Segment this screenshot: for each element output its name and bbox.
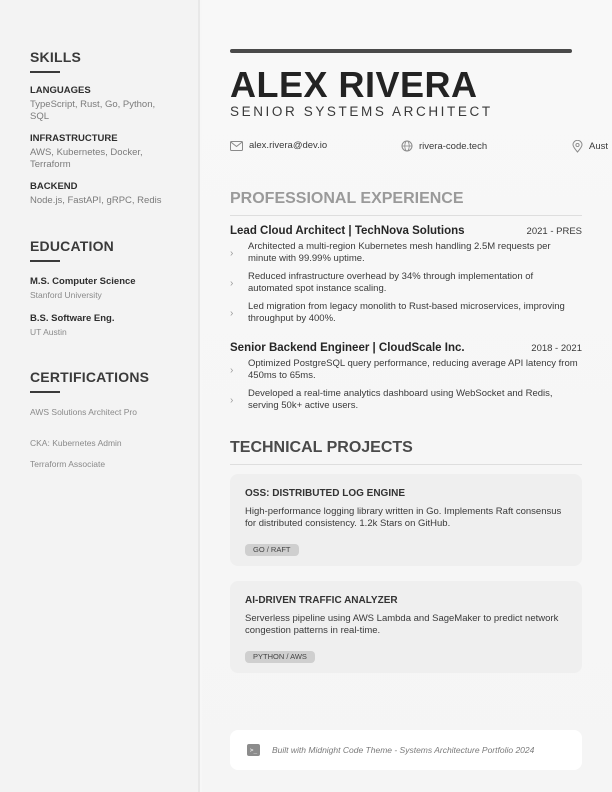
education-title: EDUCATION bbox=[30, 238, 114, 254]
contact-website[interactable] bbox=[401, 140, 487, 152]
location-pin-icon bbox=[572, 140, 583, 153]
candidate-role: SENIOR SYSTEMS ARCHITECT bbox=[230, 104, 493, 119]
email-text: alex.rivera@dev.io bbox=[249, 140, 328, 151]
job-date: 2021 - PRES bbox=[526, 226, 582, 237]
job-title: Senior Backend Engineer | CloudScale Inc. bbox=[230, 342, 465, 354]
skill-values: TypeScript, Rust, Go, Python, SQL bbox=[30, 99, 156, 122]
job-bullet bbox=[230, 358, 582, 382]
education-section bbox=[30, 237, 198, 338]
degree: B.S. Software Eng. bbox=[30, 313, 115, 324]
terminal-icon: >_ bbox=[247, 744, 260, 756]
job-entry bbox=[230, 341, 582, 418]
bullet-text: Reduced infrastructure overhead by 34% through implementation of automated spot instance scaling. bbox=[248, 271, 534, 294]
skill-label: INFRASTRUCTURE bbox=[30, 133, 118, 144]
bullet-text: Architected a multi-region Kubernetes mesh handling 2.5M requests per minute with 99.99% uptime. bbox=[248, 241, 551, 264]
location-text: Aust bbox=[589, 141, 609, 152]
project-tag: GO / RAFT bbox=[245, 544, 299, 556]
degree: M.S. Computer Science bbox=[30, 276, 136, 287]
mail-icon bbox=[230, 141, 243, 151]
education-item bbox=[30, 313, 198, 338]
chevron-right-icon: › bbox=[230, 394, 234, 406]
chevron-right-icon: › bbox=[230, 277, 234, 289]
project-title: OSS: DISTRIBUTED LOG ENGINE bbox=[245, 488, 406, 499]
footer bbox=[230, 730, 582, 770]
contact-location bbox=[572, 140, 608, 153]
school: Stanford University bbox=[30, 290, 102, 300]
skill-label: LANGUAGES bbox=[30, 85, 91, 96]
section-divider bbox=[30, 260, 60, 262]
job-bullet bbox=[230, 388, 582, 412]
job-date: 2018 - 2021 bbox=[531, 343, 582, 354]
skill-label: BACKEND bbox=[30, 181, 78, 192]
chevron-right-icon: › bbox=[230, 364, 234, 376]
section-divider bbox=[30, 391, 60, 393]
contact-email[interactable] bbox=[230, 140, 327, 151]
project-description: High-performance logging library written in Go. Implements Raft consensus for distributed consistency. 1.2k Stars on GitHub. bbox=[245, 506, 562, 529]
skills-title: SKILLS bbox=[30, 49, 81, 65]
footer-text: Built with Midnight Code Theme - Systems Architecture Portfolio 2024 bbox=[272, 745, 535, 755]
certification-item: AWS Solutions Architect Pro bbox=[30, 407, 137, 417]
job-bullet bbox=[230, 301, 582, 325]
certifications-section bbox=[30, 368, 198, 470]
bullet-text: Optimized PostgreSQL query performance, reducing average API latency from 450ms to 65ms. bbox=[248, 358, 578, 381]
skill-group-languages bbox=[30, 85, 198, 123]
website-text: rivera-code.tech bbox=[419, 140, 488, 152]
job-bullet bbox=[230, 241, 582, 265]
skills-section bbox=[30, 48, 198, 207]
globe-icon bbox=[401, 140, 413, 152]
education-item bbox=[30, 276, 198, 301]
bullet-text: Developed a real-time analytics dashboard using WebSocket and Redis, serving 50k+ active users. bbox=[248, 388, 553, 411]
skill-group-infrastructure bbox=[30, 133, 198, 171]
project-card bbox=[230, 581, 582, 673]
job-entry bbox=[230, 224, 582, 331]
main-content bbox=[202, 0, 612, 792]
bullet-text: Led migration from legacy monolith to Rust-based microservices, improving throughput by 400%. bbox=[248, 301, 565, 324]
certification-item: Terraform Associate bbox=[30, 459, 106, 469]
section-divider bbox=[30, 71, 60, 73]
skill-values: Node.js, FastAPI, gRPC, Redis bbox=[30, 195, 162, 206]
school: UT Austin bbox=[30, 327, 67, 337]
skill-group-backend bbox=[30, 181, 198, 207]
header-accent-bar bbox=[230, 49, 572, 53]
chevron-right-icon: › bbox=[230, 247, 234, 259]
project-tag: PYTHON / AWS bbox=[245, 651, 315, 663]
project-description: Serverless pipeline using AWS Lambda and SageMaker to predict network congestion patterns in real-time. bbox=[245, 613, 559, 636]
sidebar bbox=[0, 0, 200, 792]
experience-title: PROFESSIONAL EXPERIENCE bbox=[230, 189, 582, 216]
candidate-name: ALEX RIVERA bbox=[230, 64, 478, 105]
project-card bbox=[230, 474, 582, 566]
skill-values: AWS, Kubernetes, Docker, Terraform bbox=[30, 147, 143, 170]
projects-title: TECHNICAL PROJECTS bbox=[230, 438, 582, 465]
certification-item: CKA: Kubernetes Admin bbox=[30, 438, 122, 448]
chevron-right-icon: › bbox=[230, 307, 234, 319]
certifications-title: CERTIFICATIONS bbox=[30, 369, 150, 385]
project-title: AI-DRIVEN TRAFFIC ANALYZER bbox=[245, 595, 398, 606]
job-title: Lead Cloud Architect | TechNova Solutions bbox=[230, 225, 465, 237]
job-bullet bbox=[230, 271, 582, 295]
